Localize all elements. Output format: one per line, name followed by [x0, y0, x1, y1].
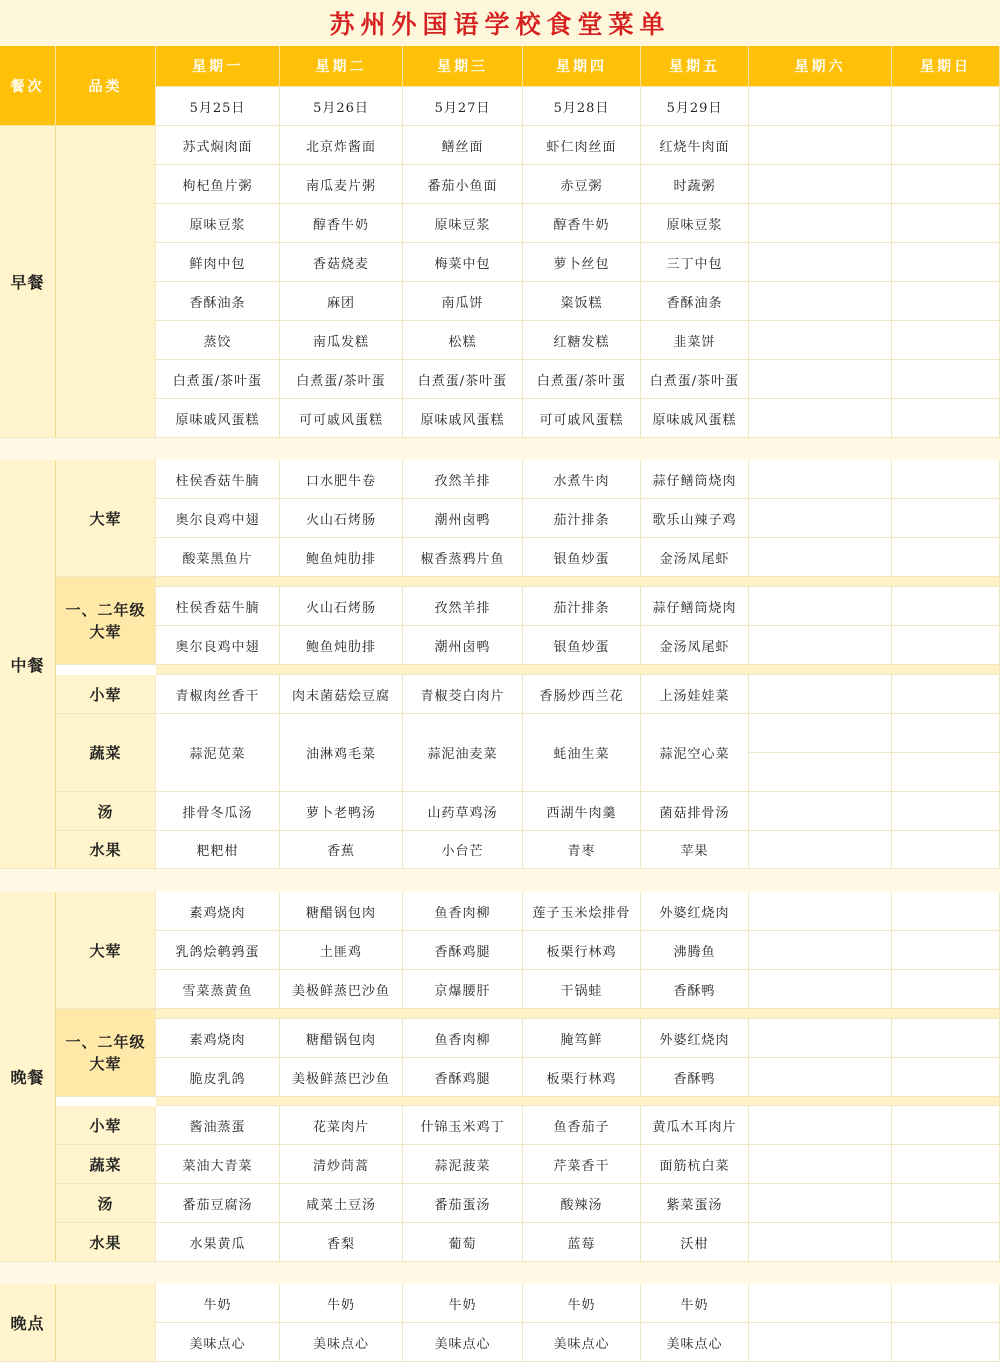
dinner-veg-day-3: 蒜泥菠菜	[403, 1145, 523, 1184]
dinner-fruit-day-5: 沃柑	[641, 1223, 749, 1262]
snack-meal-label: 晚点	[0, 1284, 56, 1362]
breakfast-row-5-day-6	[749, 282, 892, 321]
dinner-soup-day-5: 紫菜蛋汤	[641, 1184, 749, 1223]
breakfast-row-6-day-7	[892, 321, 1000, 360]
breakfast-row-8-day-6	[749, 399, 892, 438]
lunch-junior-row-1-day-4: 茄汁排条	[523, 587, 641, 626]
dinner-main-row-2-day-6	[749, 931, 892, 970]
weekday-header-4: 星期四	[523, 46, 641, 87]
lunch-main-row-2-day-7	[892, 499, 1000, 538]
dinner-soup-day-7	[892, 1184, 1000, 1223]
title-bar	[0, 0, 1000, 47]
lunch-small-day-5: 上汤娃娃菜	[641, 675, 749, 714]
breakfast-row-8-day-4: 可可戚风蛋糕	[523, 399, 641, 438]
lunch-main-row-1-day-3: 孜然羊排	[403, 460, 523, 499]
lunch-veg-day-7b	[892, 753, 1000, 792]
dinner-soup-label: 汤	[56, 1184, 156, 1223]
breakfast-row-8-day-5: 原味戚风蛋糕	[641, 399, 749, 438]
breakfast-row-8-day-2: 可可戚风蛋糕	[280, 399, 403, 438]
lunch-junior-row-2-day-4: 银鱼炒蛋	[523, 626, 641, 665]
lunch-small-day-1: 青椒肉丝香干	[156, 675, 280, 714]
breakfast-row-8-day-1: 原味戚风蛋糕	[156, 399, 280, 438]
dinner-main-row-3-day-2: 美极鲜蒸巴沙鱼	[280, 970, 403, 1009]
lunch-junior-row-2-day-7	[892, 626, 1000, 665]
dinner-veg-day-7	[892, 1145, 1000, 1184]
snack-row-1-day-6	[749, 1284, 892, 1323]
lunch-veg-day-3: 蒜泥油麦菜	[403, 714, 523, 792]
date-header-5: 5月29日	[641, 87, 749, 126]
breakfast-row-4-day-4: 萝卜丝包	[523, 243, 641, 282]
dinner-fruit-day-6	[749, 1223, 892, 1262]
snack-row-2-day-7	[892, 1323, 1000, 1362]
lunch-fruit-day-6	[749, 831, 892, 869]
lunch-soup-day-1: 排骨冬瓜汤	[156, 792, 280, 831]
breakfast-row-2-day-4: 赤豆粥	[523, 165, 641, 204]
breakfast-row-4-day-2: 香菇烧麦	[280, 243, 403, 282]
lunch-main-row-2-day-6	[749, 499, 892, 538]
lunch-fruit-day-1: 粑粑柑	[156, 831, 280, 869]
lunch-fruit-label: 水果	[56, 831, 156, 869]
breakfast-row-3-day-4: 醇香牛奶	[523, 204, 641, 243]
lunch-main-row-2-day-5: 歌乐山辣子鸡	[641, 499, 749, 538]
lunch-veg-day-7a	[892, 714, 1000, 753]
snack-row-2-day-3: 美味点心	[403, 1323, 523, 1362]
dinner-main-row-1-day-1: 素鸡烧肉	[156, 892, 280, 931]
lunch-junior-row-1-day-7	[892, 587, 1000, 626]
dinner-soup-day-4: 酸辣汤	[523, 1184, 641, 1223]
dinner-small-day-5: 黄瓜木耳肉片	[641, 1106, 749, 1145]
dinner-small-day-2: 花菜肉片	[280, 1106, 403, 1145]
dinner-veg-day-4: 芹菜香干	[523, 1145, 641, 1184]
lunch-veg-day-1: 蒜泥苋菜	[156, 714, 280, 792]
breakfast-row-6-day-4: 红糖发糕	[523, 321, 641, 360]
lunch-veg-day-6b	[749, 753, 892, 792]
breakfast-row-7-day-7	[892, 360, 1000, 399]
lunch-junior-row-2-day-2: 鲍鱼炖肋排	[280, 626, 403, 665]
dinner-soup-day-2: 咸菜土豆汤	[280, 1184, 403, 1223]
breakfast-row-5-day-4: 粢饭糕	[523, 282, 641, 321]
snack-row-1-day-5: 牛奶	[641, 1284, 749, 1323]
snack-row-2-day-5: 美味点心	[641, 1323, 749, 1362]
lunch-veg-day-2: 油淋鸡毛菜	[280, 714, 403, 792]
snack-row-1-day-4: 牛奶	[523, 1284, 641, 1323]
lunch-junior-row-1-day-5: 蒜仔鳝筒烧肉	[641, 587, 749, 626]
lunch-junior-label-line-2: 大荤	[89, 622, 122, 641]
lunch-main-row-3-day-1: 酸菜黑鱼片	[156, 538, 280, 577]
dinner-junior-row-2-day-5: 香酥鸭	[641, 1058, 749, 1097]
date-header-3: 5月27日	[403, 87, 523, 126]
lunch-main-row-2-day-4: 茄汁排条	[523, 499, 641, 538]
breakfast-row-7-day-3: 白煮蛋/茶叶蛋	[403, 360, 523, 399]
breakfast-row-6-day-2: 南瓜发糕	[280, 321, 403, 360]
breakfast-row-4-day-3: 梅菜中包	[403, 243, 523, 282]
breakfast-row-2-day-1: 枸杞鱼片粥	[156, 165, 280, 204]
dinner-small-day-7	[892, 1106, 1000, 1145]
lunch-junior-row-2-day-1: 奥尔良鸡中翅	[156, 626, 280, 665]
dinner-junior-label	[56, 1009, 156, 1097]
lunch-junior-label	[56, 577, 156, 665]
breakfast-row-2-day-7	[892, 165, 1000, 204]
breakfast-lunch-separator	[0, 438, 1000, 460]
weekday-header-6: 星期六	[749, 46, 892, 87]
lunch-small-label: 小荤	[56, 675, 156, 714]
dinner-main-row-1-day-7	[892, 892, 1000, 931]
snack-row-1-day-7	[892, 1284, 1000, 1323]
weekday-header-2: 星期二	[280, 46, 403, 87]
lunch-main-row-1-day-2: 口水肥牛卷	[280, 460, 403, 499]
lunch-small-day-3: 青椒茭白肉片	[403, 675, 523, 714]
dinner-main-row-1-day-4: 莲子玉米烩排骨	[523, 892, 641, 931]
breakfast-row-2-day-2: 南瓜麦片粥	[280, 165, 403, 204]
dinner-soup-day-3: 番茄蛋汤	[403, 1184, 523, 1223]
breakfast-row-6-day-1: 蒸饺	[156, 321, 280, 360]
dinner-main-junior-separator	[156, 1009, 1000, 1019]
dinner-small-label: 小荤	[56, 1106, 156, 1145]
lunch-soup-day-4: 西湖牛肉羹	[523, 792, 641, 831]
weekday-header-3: 星期三	[403, 46, 523, 87]
dinner-main-label: 大荤	[56, 892, 156, 1009]
lunch-main-row-3-day-6	[749, 538, 892, 577]
lunch-fruit-day-2: 香蕉	[280, 831, 403, 869]
lunch-main-row-3-day-7	[892, 538, 1000, 577]
dinner-junior-row-1-day-7	[892, 1019, 1000, 1058]
breakfast-row-2-day-5: 时蔬粥	[641, 165, 749, 204]
lunch-junior-row-1-day-1: 柱侯香菇牛腩	[156, 587, 280, 626]
dinner-main-row-2-day-1: 乳鸽烩鹌鹑蛋	[156, 931, 280, 970]
breakfast-row-7-day-6	[749, 360, 892, 399]
dinner-main-row-3-day-6	[749, 970, 892, 1009]
breakfast-row-5-day-2: 麻团	[280, 282, 403, 321]
breakfast-meal-label: 早餐	[0, 126, 56, 438]
lunch-meal-label: 中餐	[0, 460, 56, 869]
snack-row-1-day-2: 牛奶	[280, 1284, 403, 1323]
breakfast-row-7-day-5: 白煮蛋/茶叶蛋	[641, 360, 749, 399]
date-header-2: 5月26日	[280, 87, 403, 126]
breakfast-row-3-day-7	[892, 204, 1000, 243]
dinner-meal-label: 晚餐	[0, 892, 56, 1262]
dinner-fruit-day-1: 水果黄瓜	[156, 1223, 280, 1262]
dinner-main-row-3-day-7	[892, 970, 1000, 1009]
dinner-veg-label: 蔬菜	[56, 1145, 156, 1184]
lunch-soup-day-3: 山药草鸡汤	[403, 792, 523, 831]
dinner-main-row-1-day-6	[749, 892, 892, 931]
lunch-junior-row-2-day-5: 金汤凤尾虾	[641, 626, 749, 665]
weekday-header-7: 星期日	[892, 46, 1000, 87]
dinner-junior-row-2-day-3: 香酥鸡腿	[403, 1058, 523, 1097]
breakfast-row-5-day-3: 南瓜饼	[403, 282, 523, 321]
lunch-main-row-1-day-4: 水煮牛肉	[523, 460, 641, 499]
breakfast-row-1-day-1: 苏式焖肉面	[156, 126, 280, 165]
date-header-6	[749, 87, 892, 126]
dinner-small-day-4: 鱼香茄子	[523, 1106, 641, 1145]
lunch-small-day-6	[749, 675, 892, 714]
lunch-small-day-2: 肉末菌菇烩豆腐	[280, 675, 403, 714]
lunch-junior-row-1-day-3: 孜然羊排	[403, 587, 523, 626]
lunch-fruit-day-7	[892, 831, 1000, 869]
breakfast-row-4-day-1: 鲜肉中包	[156, 243, 280, 282]
breakfast-row-3-day-5: 原味豆浆	[641, 204, 749, 243]
lunch-veg-day-5: 蒜泥空心菜	[641, 714, 749, 792]
lunch-main-junior-separator	[156, 577, 1000, 587]
lunch-veg-label: 蔬菜	[56, 714, 156, 792]
lunch-main-row-3-day-4: 银鱼炒蛋	[523, 538, 641, 577]
dinner-junior-row-1-day-3: 鱼香肉柳	[403, 1019, 523, 1058]
lunch-main-row-2-day-3: 潮州卤鸭	[403, 499, 523, 538]
dinner-fruit-day-7	[892, 1223, 1000, 1262]
breakfast-row-1-day-3: 鳝丝面	[403, 126, 523, 165]
breakfast-row-1-day-2: 北京炸酱面	[280, 126, 403, 165]
dinner-main-row-2-day-3: 香酥鸡腿	[403, 931, 523, 970]
breakfast-row-3-day-2: 醇香牛奶	[280, 204, 403, 243]
lunch-soup-day-2: 萝卜老鸭汤	[280, 792, 403, 831]
snack-row-2-day-6	[749, 1323, 892, 1362]
dinner-veg-day-5: 面筋杭白菜	[641, 1145, 749, 1184]
lunch-main-row-3-day-2: 鲍鱼炖肋排	[280, 538, 403, 577]
lunch-main-row-3-day-3: 椒香蒸鸦片鱼	[403, 538, 523, 577]
snack-row-2-day-4: 美味点心	[523, 1323, 641, 1362]
breakfast-row-5-day-7	[892, 282, 1000, 321]
dinner-fruit-label: 水果	[56, 1223, 156, 1262]
lunch-small-day-4: 香肠炒西兰花	[523, 675, 641, 714]
dinner-junior-row-2-day-4: 板栗行林鸡	[523, 1058, 641, 1097]
dinner-soup-day-1: 番茄豆腐汤	[156, 1184, 280, 1223]
dinner-junior-row-2-day-6	[749, 1058, 892, 1097]
dinner-junior-row-1-day-2: 糖醋锅包肉	[280, 1019, 403, 1058]
dinner-junior-row-2-day-1: 脆皮乳鸽	[156, 1058, 280, 1097]
lunch-main-row-3-day-5: 金汤凤尾虾	[641, 538, 749, 577]
breakfast-row-1-day-5: 红烧牛肉面	[641, 126, 749, 165]
breakfast-row-1-day-7	[892, 126, 1000, 165]
breakfast-row-4-day-7	[892, 243, 1000, 282]
lunch-soup-day-5: 菌菇排骨汤	[641, 792, 749, 831]
dinner-veg-day-2: 清炒茼蒿	[280, 1145, 403, 1184]
page-title: 苏州外国语学校食堂菜单	[329, 10, 671, 39]
breakfast-row-6-day-3: 松糕	[403, 321, 523, 360]
dinner-junior-row-1-day-5: 外婆红烧肉	[641, 1019, 749, 1058]
snack-row-1-day-1: 牛奶	[156, 1284, 280, 1323]
breakfast-row-1-day-6	[749, 126, 892, 165]
date-header-4: 5月28日	[523, 87, 641, 126]
dinner-main-row-3-day-4: 干锅蛙	[523, 970, 641, 1009]
snack-category	[56, 1284, 156, 1362]
dinner-snack-separator	[0, 1262, 1000, 1284]
lunch-fruit-day-3: 小台芒	[403, 831, 523, 869]
category-column-header: 品类	[56, 46, 156, 126]
lunch-soup-label: 汤	[56, 792, 156, 831]
date-header-7	[892, 87, 1000, 126]
dinner-junior-row-1-day-4: 腌笃鲜	[523, 1019, 641, 1058]
snack-row-1-day-3: 牛奶	[403, 1284, 523, 1323]
dinner-junior-row-2-day-2: 美极鲜蒸巴沙鱼	[280, 1058, 403, 1097]
dinner-main-row-1-day-2: 糖醋锅包肉	[280, 892, 403, 931]
breakfast-row-8-day-7	[892, 399, 1000, 438]
snack-row-2-day-1: 美味点心	[156, 1323, 280, 1362]
dinner-main-row-2-day-2: 土匪鸡	[280, 931, 403, 970]
breakfast-row-7-day-4: 白煮蛋/茶叶蛋	[523, 360, 641, 399]
lunch-main-row-1-day-7	[892, 460, 1000, 499]
dinner-fruit-day-4: 蓝莓	[523, 1223, 641, 1262]
lunch-junior-row-2-day-6	[749, 626, 892, 665]
date-header-1: 5月25日	[156, 87, 280, 126]
dinner-soup-day-6	[749, 1184, 892, 1223]
dinner-junior-row-1-day-6	[749, 1019, 892, 1058]
lunch-soup-day-6	[749, 792, 892, 831]
breakfast-row-3-day-1: 原味豆浆	[156, 204, 280, 243]
dinner-small-day-3: 什锦玉米鸡丁	[403, 1106, 523, 1145]
lunch-junior-row-2-day-3: 潮州卤鸭	[403, 626, 523, 665]
breakfast-row-3-day-3: 原味豆浆	[403, 204, 523, 243]
breakfast-row-8-day-3: 原味戚风蛋糕	[403, 399, 523, 438]
dinner-junior-row-1-day-1: 素鸡烧肉	[156, 1019, 280, 1058]
dinner-small-day-1: 酱油蒸蛋	[156, 1106, 280, 1145]
breakfast-row-4-day-5: 三丁中包	[641, 243, 749, 282]
lunch-junior-row-1-day-2: 火山石烤肠	[280, 587, 403, 626]
lunch-junior-row-1-day-6	[749, 587, 892, 626]
lunch-main-row-1-day-5: 蒜仔鳝筒烧肉	[641, 460, 749, 499]
lunch-dinner-separator	[0, 869, 1000, 892]
lunch-veg-day-6a	[749, 714, 892, 753]
dinner-junior-row-2-day-7	[892, 1058, 1000, 1097]
breakfast-row-1-day-4: 虾仁肉丝面	[523, 126, 641, 165]
lunch-small-day-7	[892, 675, 1000, 714]
dinner-veg-day-1: 菜油大青菜	[156, 1145, 280, 1184]
lunch-fruit-day-5: 苹果	[641, 831, 749, 869]
breakfast-row-4-day-6	[749, 243, 892, 282]
weekday-header-5: 星期五	[641, 46, 749, 87]
dinner-junior-label-line-1: 一、二年级	[65, 1032, 146, 1051]
dinner-main-row-2-day-4: 板栗行林鸡	[523, 931, 641, 970]
lunch-main-row-2-day-1: 奥尔良鸡中翅	[156, 499, 280, 538]
weekday-header-1: 星期一	[156, 46, 280, 87]
dinner-main-row-2-day-5: 沸腾鱼	[641, 931, 749, 970]
breakfast-row-6-day-5: 韭菜饼	[641, 321, 749, 360]
breakfast-row-2-day-6	[749, 165, 892, 204]
dinner-main-row-3-day-3: 京爆腰肝	[403, 970, 523, 1009]
lunch-junior-small-separator	[156, 665, 1000, 675]
dinner-main-row-1-day-5: 外婆红烧肉	[641, 892, 749, 931]
lunch-soup-day-7	[892, 792, 1000, 831]
meal-column-header: 餐次	[0, 46, 56, 126]
breakfast-row-3-day-6	[749, 204, 892, 243]
breakfast-row-6-day-6	[749, 321, 892, 360]
dinner-junior-small-separator	[156, 1097, 1000, 1106]
dinner-small-day-6	[749, 1106, 892, 1145]
lunch-fruit-day-4: 青枣	[523, 831, 641, 869]
dinner-main-row-3-day-5: 香酥鸭	[641, 970, 749, 1009]
breakfast-row-5-day-5: 香酥油条	[641, 282, 749, 321]
lunch-junior-label-line-1: 一、二年级	[65, 600, 146, 619]
breakfast-row-2-day-3: 番茄小鱼面	[403, 165, 523, 204]
lunch-main-row-1-day-1: 柱侯香菇牛腩	[156, 460, 280, 499]
lunch-veg-day-4: 蚝油生菜	[523, 714, 641, 792]
breakfast-row-7-day-1: 白煮蛋/茶叶蛋	[156, 360, 280, 399]
lunch-main-row-2-day-2: 火山石烤肠	[280, 499, 403, 538]
dinner-main-row-2-day-7	[892, 931, 1000, 970]
lunch-main-label: 大荤	[56, 460, 156, 577]
dinner-veg-day-6	[749, 1145, 892, 1184]
snack-row-2-day-2: 美味点心	[280, 1323, 403, 1362]
dinner-main-row-1-day-3: 鱼香肉柳	[403, 892, 523, 931]
lunch-main-row-1-day-6	[749, 460, 892, 499]
breakfast-row-5-day-1: 香酥油条	[156, 282, 280, 321]
dinner-fruit-day-2: 香梨	[280, 1223, 403, 1262]
breakfast-row-7-day-2: 白煮蛋/茶叶蛋	[280, 360, 403, 399]
breakfast-category	[56, 126, 156, 438]
dinner-fruit-day-3: 葡萄	[403, 1223, 523, 1262]
dinner-main-row-3-day-1: 雪菜蒸黄鱼	[156, 970, 280, 1009]
dinner-junior-label-line-2: 大荤	[89, 1054, 122, 1073]
